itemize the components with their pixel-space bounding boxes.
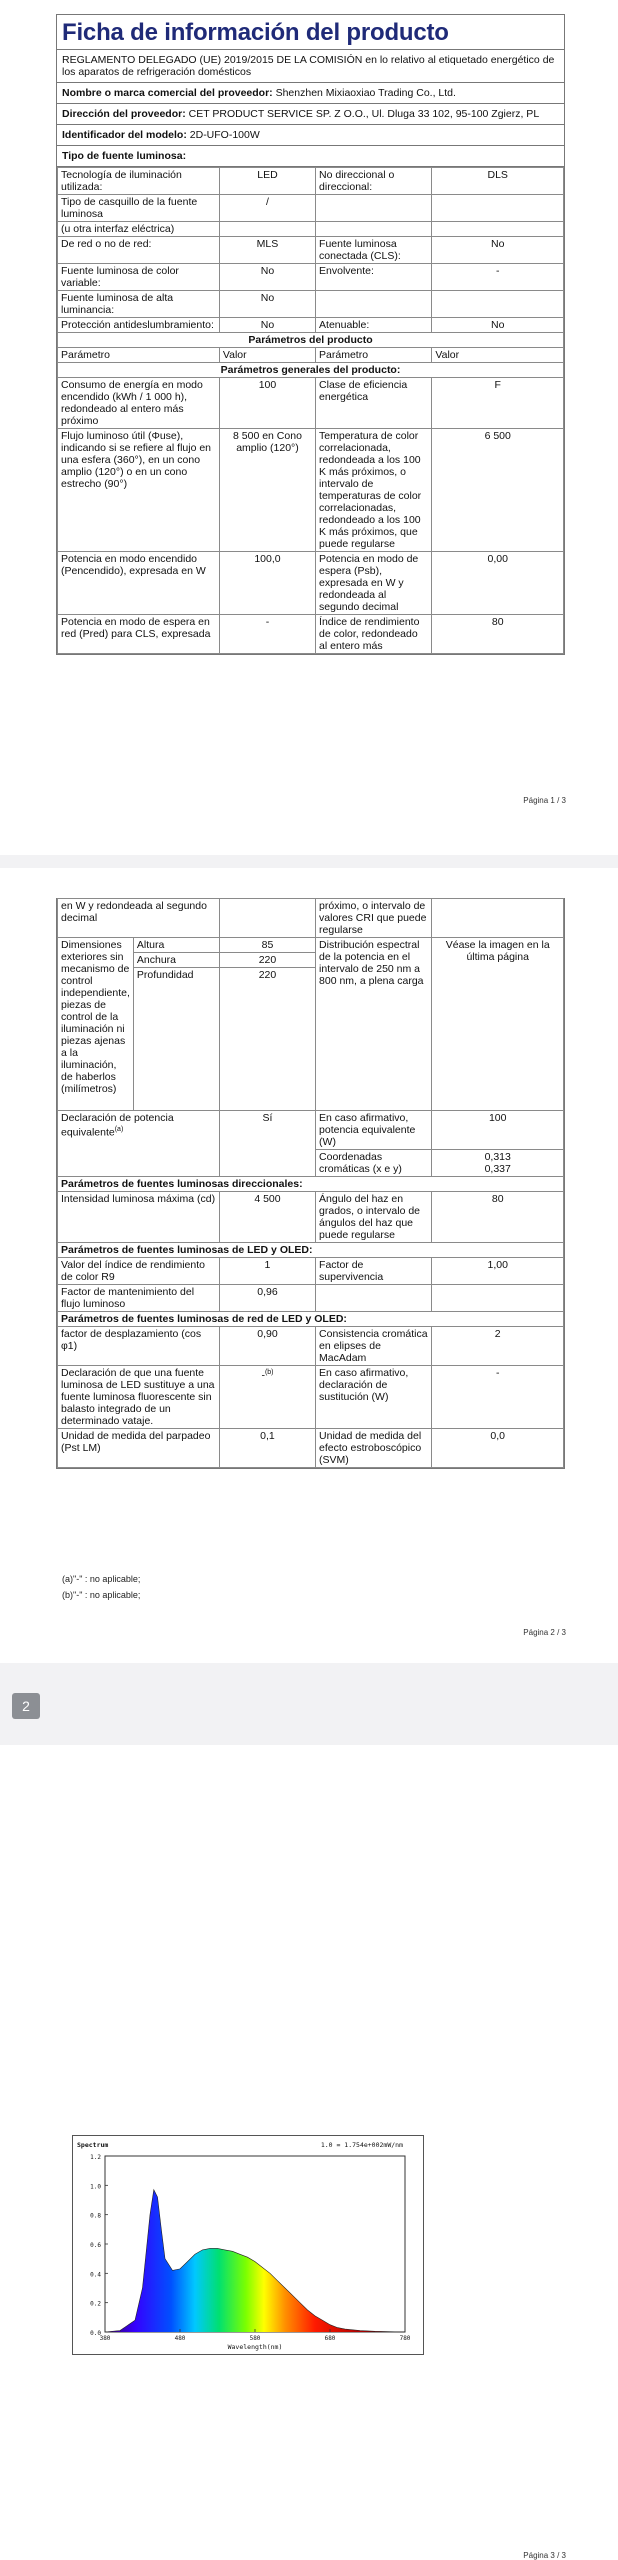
intensity-label: Intensidad luminosa máxima (cd) (58, 1192, 220, 1243)
replace-watt-value: - (432, 1366, 564, 1429)
equiv-power-label: Declaración de potencia equivalente$^{(a)}$ (58, 1111, 220, 1177)
survival-value: 1,00 (432, 1258, 564, 1285)
cri-cont: próximo, o intervalo de valores CRI que puede regularse (316, 899, 432, 938)
general_rows-row (58, 615, 564, 654)
address-label: Dirección del proveedor: (62, 108, 186, 120)
dimensions-label: Dimensiones exteriores sin mecanismo de control independiente, piezas de control de la iluminación ni piezas ajenas a la iluminación, de haberlos (milímetros) (58, 938, 134, 1111)
dim-depth-value: 220 (219, 968, 315, 1111)
type_rows-p2: Atenuable: (316, 318, 432, 333)
r9-label: Valor del índice de rendimiento de color R9 (58, 1258, 220, 1285)
displacement-label: factor de desplazamiento (cos φ1) (58, 1327, 220, 1366)
type_rows-v2 (432, 222, 564, 237)
type_rows-p1: Fuente luminosa de color variable: (58, 264, 220, 291)
source-type-heading: Tipo de fuente luminosa: (57, 146, 564, 167)
page-title: Ficha de información del producto (57, 15, 564, 50)
type_rows-row (58, 195, 564, 222)
type_rows-v2: - (432, 264, 564, 291)
equiv-power-value: Sí (219, 1111, 315, 1177)
model-row (57, 125, 564, 146)
supplier-label: Nombre o marca comercial del proveedor: (62, 87, 273, 99)
general_rows-p2: Índice de rendimiento de color, redondeado al entero más (316, 615, 432, 654)
dim-height-label: Altura (133, 938, 219, 953)
dim-width-value: 220 (219, 953, 315, 968)
x-tick-label: 380 (99, 2335, 111, 2342)
replace-watt-label: En caso afirmativo, declaración de sustitución (W) (316, 1366, 432, 1429)
regulation-text: REGLAMENTO DELEGADO (UE) 2019/2015 DE LA COMISIÓN en lo relativo al etiquetado energético de los aparatos de refrigeración domésticos (57, 50, 564, 83)
type_rows-p2: Envolvente: (316, 264, 432, 291)
stroboscopic-label: Unidad de medida del efecto estroboscópico (SVM) (316, 1429, 432, 1468)
general_rows-v1: 8 500 en Cono amplio (120°) (219, 429, 315, 552)
col-param-2: Parámetro (316, 348, 432, 363)
general_rows-p2: Temperatura de color correlacionada, redondeada a los 100 K más próximos, o intervalo de temperaturas de color correlacionadas, redondeado a los 100 K más próximos, que puede regularse (316, 429, 432, 552)
replace-value: -$^{(b)}$ (219, 1366, 315, 1429)
displacement-value: 0,90 (219, 1327, 315, 1366)
general_rows-p2: Potencia en modo de espera (Psb), expresada en W y redondeada al segundo decimal (316, 552, 432, 615)
standby-net-cont: en W y redondeada al segundo decimal (58, 899, 220, 938)
x-axis-label: Wavelength(nm) (227, 2343, 283, 2351)
type_rows-p2 (316, 195, 432, 222)
y-tick-label: 0.2 (90, 2300, 101, 2308)
led-heading: Parámetros de fuentes luminosas de LED y OLED: (58, 1243, 564, 1258)
general-params-heading: Parámetros generales del producto: (58, 363, 564, 378)
address-row (57, 104, 564, 125)
mains-heading: Parámetros de fuentes luminosas de red de LED y OLED: (58, 1312, 564, 1327)
type_rows-p2 (316, 291, 432, 318)
type_rows-v2: No (432, 237, 564, 264)
r9-value: 1 (219, 1258, 315, 1285)
page-2 (0, 868, 618, 1663)
y-tick-label: 0.8 (90, 2212, 101, 2220)
type_rows-row (58, 318, 564, 333)
spectrum-area (105, 2190, 405, 2332)
type_rows-p1: De red o no de red: (58, 237, 220, 264)
flicker-label: Unidad de medida del parpadeo (Pst LM) (58, 1429, 220, 1468)
footnote-a: (a)"-" : no aplicable; (62, 1574, 141, 1584)
general_rows-p1: Potencia en modo de espera en red (Pred) para CLS, expresada (58, 615, 220, 654)
chart-title: Spectrum (77, 2141, 109, 2149)
type_rows-row (58, 264, 564, 291)
equiv-watt-value: 100 (432, 1111, 564, 1150)
y-tick-label: 1.0 (90, 2183, 101, 2191)
general_rows-p1: Flujo luminoso útil (Φuse), indicando si se refiere al flujo en una esfera (360°), en un cono amplio (120°) o en un cono estrecho (90°) (58, 429, 220, 552)
type_rows-v1: / (219, 195, 315, 222)
spectral-label: Distribución espectral de la potencia en el intervalo de 250 nm a 800 nm, a plena carga (316, 938, 432, 1111)
x-tick-label: 780 (399, 2335, 411, 2342)
type_rows-row (58, 222, 564, 237)
col-value: Valor (219, 348, 315, 363)
type_rows-p1: Protección antideslumbramiento: (58, 318, 220, 333)
model-label: Identificador del modelo: (62, 129, 187, 141)
general_rows-v2: 0,00 (432, 552, 564, 615)
page-number-3: Página 3 / 3 (523, 2551, 566, 2560)
type_rows-v1: LED (219, 168, 315, 195)
x-tick-label: 680 (324, 2335, 336, 2342)
beam-angle-value: 80 (432, 1192, 564, 1243)
maintenance-value: 0,96 (219, 1285, 315, 1312)
directional-heading: Parámetros de fuentes luminosas direccionales: (58, 1177, 564, 1192)
y-tick-label: 0.4 (90, 2271, 101, 2279)
type_rows-p2 (316, 222, 432, 237)
general_rows-v2: F (432, 378, 564, 429)
page-badge: 2 (12, 1693, 40, 1719)
params-table-continued (57, 898, 564, 1468)
general_rows-v1: 100 (219, 378, 315, 429)
y-tick-label: 0.0 (90, 2330, 101, 2337)
type_rows-v2: No (432, 318, 564, 333)
stroboscopic-value: 0,0 (432, 1429, 564, 1468)
product-params-heading: Parámetros del producto (58, 333, 564, 348)
survival-label: Factor de supervivencia (316, 1258, 432, 1285)
type_rows-v1: No (219, 291, 315, 318)
page-1 (0, 0, 618, 855)
address-value: CET PRODUCT SERVICE SP. Z O.O., Ul. Dluga 33 102, 95-100 Zgierz, PL (188, 108, 540, 120)
general_rows-p1: Potencia en modo encendido (Pencendido), expresada en W (58, 552, 220, 615)
type_rows-v2 (432, 291, 564, 318)
consistency-label: Consistencia cromática en elipses de MacAdam (316, 1327, 432, 1366)
footnote-b: (b)"-" : no aplicable; (62, 1590, 141, 1600)
col-value-2: Valor (432, 348, 564, 363)
x-tick-label: 580 (249, 2335, 261, 2342)
general_rows-v1: - (219, 615, 315, 654)
general_rows-p2: Clase de eficiencia energética (316, 378, 432, 429)
type_rows-v1: No (219, 318, 315, 333)
maintenance-label: Factor de mantenimiento del flujo luminoso (58, 1285, 220, 1312)
general_rows-p1: Consumo de energía en modo encendido (kWh / 1 000 h), redondeado al entero más próximo (58, 378, 220, 429)
dim-height-value: 85 (219, 938, 315, 953)
page-number-1: Página 1 / 3 (523, 796, 566, 805)
type_rows-p2: Fuente luminosa conectada (CLS): (316, 237, 432, 264)
source-type-table (57, 167, 564, 654)
general_rows-row (58, 378, 564, 429)
y-tick-label: 1.2 (90, 2154, 101, 2161)
type_rows-row (58, 237, 564, 264)
beam-angle-label: Ángulo del haz en grados, o intervalo de ángulos del haz que puede regularse (316, 1192, 432, 1243)
type_rows-p1: Tipo de casquillo de la fuente luminosa (58, 195, 220, 222)
supplier-row (57, 83, 564, 104)
spectrum-chart-svg (73, 2136, 423, 2354)
type_rows-v1: No (219, 264, 315, 291)
type_rows-p1: (u otra interfaz eléctrica) (58, 222, 220, 237)
chromaticity-value: 0,313 0,337 (432, 1150, 564, 1177)
type_rows-p1: Fuente luminosa de alta luminancia: (58, 291, 220, 318)
page-number-2: Página 2 / 3 (523, 1628, 566, 1637)
type_rows-row (58, 168, 564, 195)
product-info-sheet-continued (56, 898, 565, 1469)
consistency-value: 2 (432, 1327, 564, 1366)
type_rows-v2 (432, 195, 564, 222)
type_rows-v2: DLS (432, 168, 564, 195)
type_rows-v1 (219, 222, 315, 237)
intensity-value: 4 500 (219, 1192, 315, 1243)
general_rows-v1: 100,0 (219, 552, 315, 615)
general_rows-v2: 6 500 (432, 429, 564, 552)
type_rows-p2: No direccional o direccional: (316, 168, 432, 195)
col-param: Parámetro (58, 348, 220, 363)
spectrum-chart (72, 2135, 424, 2355)
model-value: 2D-UFO-100W (189, 129, 260, 141)
supplier-value: Shenzhen Mixiaoxiao Trading Co., Ltd. (275, 87, 456, 99)
general_rows-v2: 80 (432, 615, 564, 654)
x-tick-label: 480 (174, 2335, 186, 2342)
general_rows-row (58, 552, 564, 615)
type_rows-p1: Tecnología de iluminación utilizada: (58, 168, 220, 195)
equiv-watt-label: En caso afirmativo, potencia equivalente (W) (316, 1111, 432, 1150)
general_rows-row (58, 429, 564, 552)
spectral-value: Véase la imagen en la última página (432, 938, 564, 1111)
type_rows-v1: MLS (219, 237, 315, 264)
type_rows-row (58, 291, 564, 318)
flicker-value: 0,1 (219, 1429, 315, 1468)
product-info-sheet (56, 14, 565, 655)
dim-width-label: Anchura (133, 953, 219, 968)
chart-annotation: 1.0 = 1.754e+002mW/nm (320, 2141, 403, 2149)
chromaticity-label: Coordenadas cromáticas (x e y) (316, 1150, 432, 1177)
dim-depth-label: Profundidad (133, 968, 219, 1111)
y-tick-label: 0.6 (90, 2242, 101, 2249)
replace-label: Declaración de que una fuente luminosa de LED sustituye a una fuente luminosa fluorescente sin balasto integrado de un determinado vataje. (58, 1366, 220, 1429)
